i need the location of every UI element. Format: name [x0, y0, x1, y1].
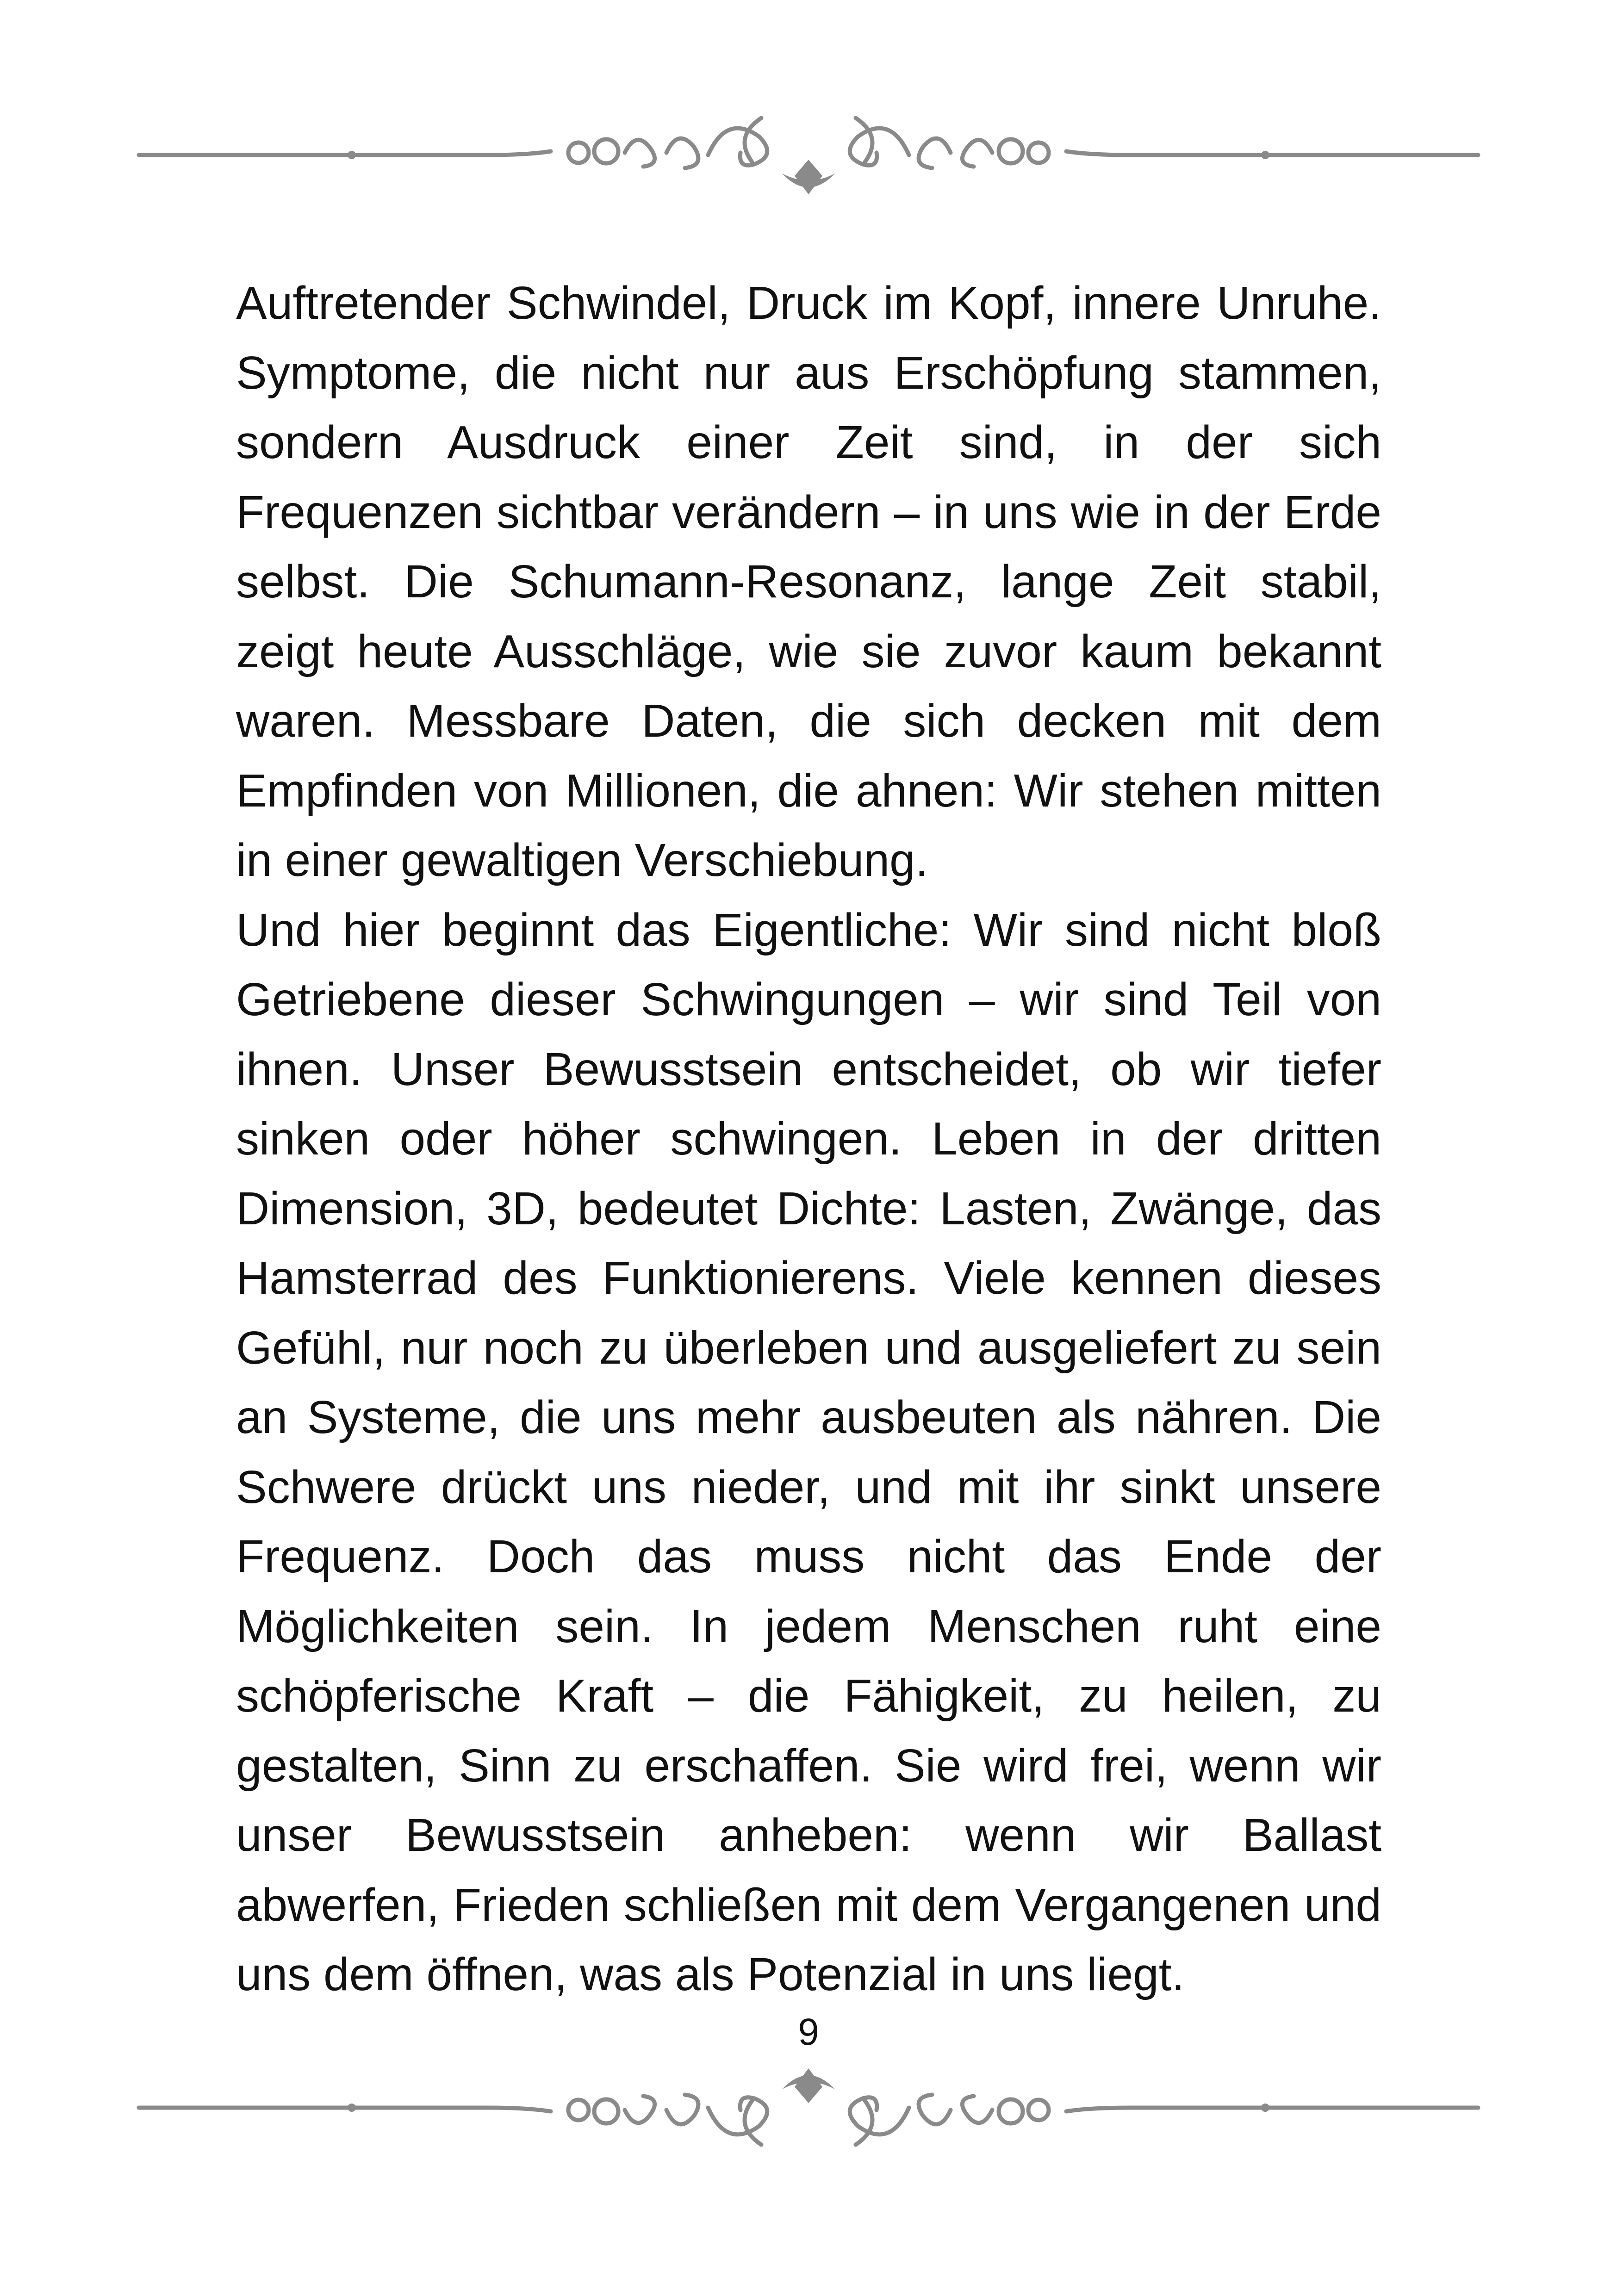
top-ornament-divider	[134, 109, 1483, 201]
paragraph-2: Und hier beginnt das Eigentliche: Wir sind nicht bloß Getriebene dieser Schwingungen – wir sind Teil von ihnen. Unser Bewusstsein entscheidet, ob wir tiefer sinken oder höher schwingen. Leben in der dritten Dimension, 3D, bedeutet Dichte: Lasten, Zwänge, das Hamsterrad des Funktionierens. Viele kennen dieses Gefühl, nur noch zu überleben und ausgeliefert zu sein an Systeme, die uns mehr ausbeuten als nähren. Die Schwere drückt uns nieder, und mit ihr sinkt unsere Frequenz. Doch das muss nicht das Ende der Möglichkeiten sein. In jedem Menschen ruht eine schöpferische Kraft – die Fähigkeit, zu heilen, zu gestalten, Sinn zu erschaffen. Sie wird frei, wenn wir unser Bewusstsein anheben: wenn wir Ballast abwerfen, Frieden schließen mit dem Vergangenen und uns dem öffnen, was als Potenzial in uns liegt.	[236, 904, 1381, 2000]
paragraph-1: Auftretender Schwindel, Druck im Kopf, innere Unruhe. Symptome, die nicht nur aus Erschöpfung stammen, sondern Ausdruck einer Zeit sind, in der sich Frequenzen sichtbar verändern – in uns wie in der Erde selbst. Die Schumann-Resonanz, lange Zeit stabil, zeigt heute Ausschläge, wie sie zuvor kaum bekannt waren. Messbare Daten, die sich decken mit dem Empfinden von Millionen, die ahnen: Wir stehen mitten in einer gewaltigen Verschiebung.	[236, 277, 1381, 886]
page-number: 9	[798, 2011, 819, 2053]
body-text	[236, 268, 1381, 2010]
bottom-ornament-divider	[134, 2061, 1483, 2154]
